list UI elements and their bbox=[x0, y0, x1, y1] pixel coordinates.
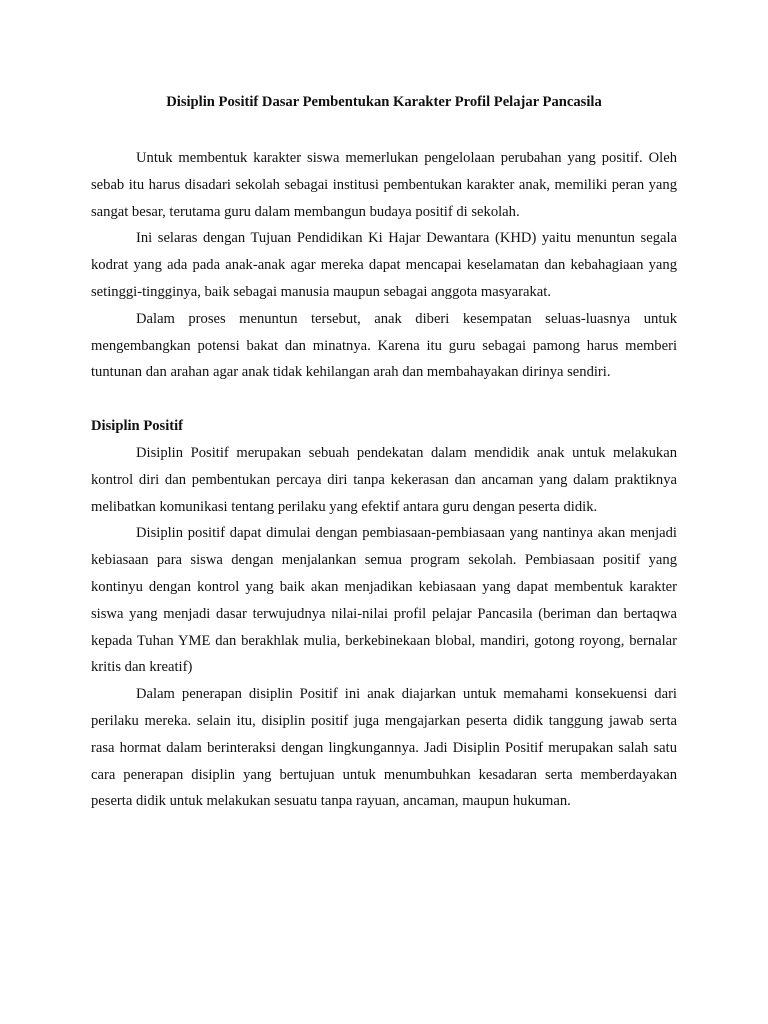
section-paragraph-3: Dalam penerapan disiplin Positif ini anak diajarkan untuk memahami konsekuensi dari perilaku mereka. selain itu, disiplin positif juga mengajarkan peserta didik tanggung jawab serta rasa hormat dalam berinteraksi dengan lingkungannya. Jadi Disiplin Positif merupakan salah satu cara penerapan disiplin yang bertujuan untuk menumbuhkan kesadaran serta memberdayakan peserta didik untuk melakukan sesuatu tanpa rayuan, ancaman, maupun hukuman. bbox=[91, 686, 677, 810]
document-title: Disiplin Positif Dasar Pembentukan Karakter Profil Pelajar Pancasila bbox=[166, 94, 602, 110]
intro-paragraph-2: Ini selaras dengan Tujuan Pendidikan Ki Hajar Dewantara (KHD) yaitu menuntun segala kodrat yang ada pada anak-anak agar mereka dapat mencapai keselamatan dan kebahagiaan yang setinggi-tingginya, baik sebagai manusia maupun sebagai anggota masyarakat. bbox=[91, 230, 677, 300]
disiplin-positif-section bbox=[91, 440, 677, 815]
section-paragraph-2: Disiplin positif dapat dimulai dengan pembiasaan-pembiasaan yang nantinya akan menjadi kebiasaan para siswa dengan menjalankan semua program sekolah. Pembiasaan positif yang kontinyu dengan kontrol yang baik akan menjadikan kebiasaan yang dapat membentuk karakter siswa yang menjadi dasar terwujudnya nilai-nilai profil pelajar Pancasila (beriman dan bertaqwa kepada Tuhan YME dan berakhlak mulia, berkebinekaan blobal, mandiri, gotong royong, bernalar kritis dan kreatif) bbox=[91, 525, 677, 676]
section-paragraph-1: Disiplin Positif merupakan sebuah pendekatan dalam mendidik anak untuk melakukan kontrol diri dan pembentukan percaya diri tanpa kekerasan dan ancaman yang dalam praktiknya melibatkan komunikasi tentang perilaku yang efektif antara guru dengan peserta didik. bbox=[91, 444, 677, 515]
intro-paragraph-3: Dalam proses menuntun tersebut, anak diberi kesempatan seluas-luasnya untuk mengembangkan potensi bakat dan minatnya. Karena itu guru sebagai pamong harus memberi tuntunan dan arahan agar anak tidak kehilangan arah dan membahayakan dirinya sendiri. bbox=[91, 310, 677, 381]
intro-section bbox=[91, 145, 677, 386]
document-page bbox=[91, 92, 677, 815]
section-heading: Disiplin Positif bbox=[91, 418, 184, 435]
intro-paragraph-1: Untuk membentuk karakter siswa memerlukan pengelolaan perubahan yang positif. Oleh sebab itu harus disadari sekolah sebagai institusi pembentukan karakter anak, memiliki peran yang sangat besar, terutama guru dalam membangun budaya positif di sekolah. bbox=[91, 150, 677, 220]
